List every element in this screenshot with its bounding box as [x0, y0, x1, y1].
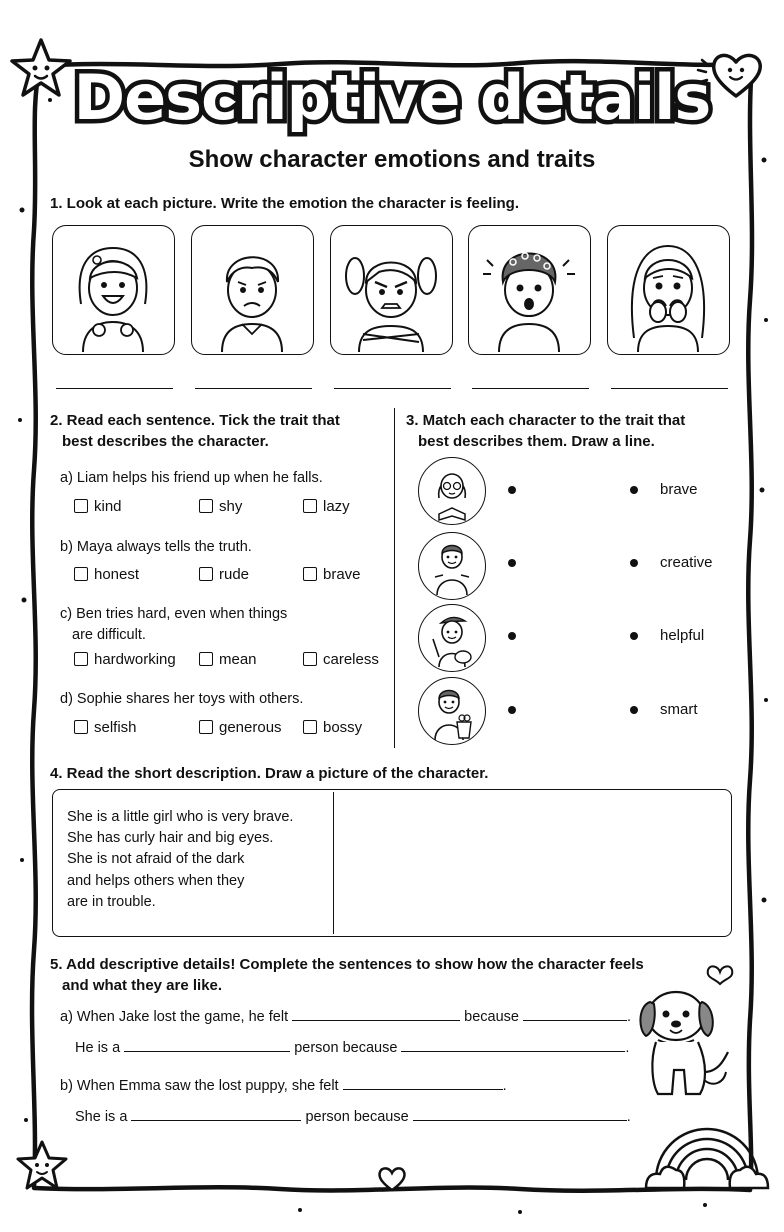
rainbow-icon — [644, 1118, 770, 1198]
sentence-a: a) Liam helps his friend up when he falls. — [60, 470, 323, 486]
description-line-1: She is a little girl who is very brave. — [67, 809, 294, 825]
blank-5a-feeling[interactable] — [292, 1006, 460, 1021]
section5-instruction-line2: and what they are like. — [62, 977, 223, 994]
option-rude[interactable]: rude — [199, 566, 249, 583]
sentence-c-line2: are difficult. — [72, 627, 146, 643]
sentence-5b-line2: She is a person because . — [75, 1106, 631, 1125]
trait-brave: brave — [660, 481, 698, 498]
grocery-boy-icon — [419, 678, 485, 744]
option-careless[interactable]: careless — [303, 651, 379, 668]
match-dot-right-4[interactable] — [630, 706, 638, 714]
trait-creative: creative — [660, 554, 713, 571]
match-dot-left-2[interactable] — [508, 559, 516, 567]
superhero-boy-icon — [419, 533, 485, 599]
character-reading-girl — [418, 457, 486, 525]
sentence-5a-line1: a) When Jake lost the game, he felt because . — [60, 1006, 631, 1025]
checkbox[interactable] — [199, 499, 213, 513]
description-line-3: She is not afraid of the dark — [67, 851, 245, 867]
option-kind[interactable]: kind — [74, 498, 122, 515]
option-honest[interactable]: honest — [74, 566, 139, 583]
checkbox[interactable] — [74, 567, 88, 581]
star-icon-bottom — [14, 1138, 70, 1194]
option-bossy[interactable]: bossy — [303, 719, 362, 736]
blank-5a-because[interactable] — [523, 1006, 627, 1021]
scared-face-icon — [608, 226, 728, 352]
happy-face-icon — [53, 226, 173, 352]
match-dot-left-3[interactable] — [508, 632, 516, 640]
match-dot-right-2[interactable] — [630, 559, 638, 567]
drawing-area[interactable] — [336, 792, 729, 934]
checkbox[interactable] — [74, 499, 88, 513]
character-painter-girl — [418, 604, 486, 672]
match-dot-left-4[interactable] — [508, 706, 516, 714]
option-brave[interactable]: brave — [303, 566, 361, 583]
character-grocery-boy — [418, 677, 486, 745]
answer-line-1[interactable] — [56, 388, 173, 389]
picture-scared-girl — [607, 225, 730, 355]
trait-smart: smart — [660, 701, 698, 718]
match-dot-right-1[interactable] — [630, 486, 638, 494]
heart-icon-bottom — [376, 1164, 408, 1194]
checkbox[interactable] — [199, 720, 213, 734]
option-mean[interactable]: mean — [199, 651, 257, 668]
picture-angry-girl — [330, 225, 453, 355]
checkbox[interactable] — [303, 652, 317, 666]
painter-girl-icon — [419, 605, 485, 671]
checkbox[interactable] — [303, 499, 317, 513]
answer-line-4[interactable] — [472, 388, 589, 389]
picture-sad-boy — [191, 225, 314, 355]
checkbox[interactable] — [74, 720, 88, 734]
section3-instruction-line1: 3. Match each character to the trait that — [406, 412, 686, 429]
section1-instruction: 1. Look at each picture. Write the emotion the character is feeling. — [50, 195, 520, 212]
answer-line-5[interactable] — [611, 388, 728, 389]
match-dot-left-1[interactable] — [508, 486, 516, 494]
angry-face-icon — [331, 226, 451, 352]
description-line-2: She has curly hair and big eyes. — [67, 830, 274, 846]
trait-helpful: helpful — [660, 627, 705, 644]
sentence-c-line1: c) Ben tries hard, even when things — [60, 606, 288, 622]
checkbox[interactable] — [199, 567, 213, 581]
sentence-b: b) Maya always tells the truth. — [60, 539, 252, 555]
section3-instruction-line2: best describes them. Draw a line. — [418, 433, 655, 450]
blank-5b-reason[interactable] — [413, 1106, 627, 1121]
section2-instruction-line2: best describes the character. — [62, 433, 269, 450]
picture-surprised-boy — [468, 225, 591, 355]
blank-5b-trait[interactable] — [131, 1106, 301, 1121]
description-line-5: are in trouble. — [67, 894, 156, 910]
sentence-5a-line2: He is a person because . — [75, 1037, 629, 1056]
puppy-icon — [632, 960, 742, 1100]
section-divider — [394, 408, 395, 748]
section4-instruction: 4. Read the short description. Draw a picture of the character. — [50, 765, 489, 782]
option-shy[interactable]: shy — [199, 498, 242, 515]
option-selfish[interactable]: selfish — [74, 719, 137, 736]
answer-line-3[interactable] — [334, 388, 451, 389]
section2-instruction-line1: 2. Read each sentence. Tick the trait that — [50, 412, 340, 429]
match-dot-right-3[interactable] — [630, 632, 638, 640]
page-subtitle: Show character emotions and traits — [188, 146, 596, 173]
description-divider — [333, 792, 334, 934]
option-generous[interactable]: generous — [199, 719, 282, 736]
page-title: Descriptive details — [73, 61, 711, 134]
blank-5b-feeling[interactable] — [343, 1075, 503, 1090]
picture-happy-girl — [52, 225, 175, 355]
blank-5a-reason[interactable] — [401, 1037, 625, 1052]
blank-5a-trait[interactable] — [124, 1037, 290, 1052]
sentence-5b-line1: b) When Emma saw the lost puppy, she felt . — [60, 1075, 507, 1094]
section5-instruction-line1: 5. Add descriptive details! Complete the sentences to show how the character feels — [50, 956, 644, 973]
option-lazy[interactable]: lazy — [303, 498, 350, 515]
option-hardworking[interactable]: hardworking — [74, 651, 176, 668]
sentence-d: d) Sophie shares her toys with others. — [60, 691, 304, 707]
surprised-face-icon — [469, 226, 589, 352]
checkbox[interactable] — [74, 652, 88, 666]
description-line-4: and helps others when they — [67, 873, 245, 889]
sad-face-icon — [192, 226, 312, 352]
character-superhero-boy — [418, 532, 486, 600]
checkbox[interactable] — [303, 567, 317, 581]
reading-girl-icon — [419, 458, 485, 524]
checkbox[interactable] — [199, 652, 213, 666]
answer-line-2[interactable] — [195, 388, 312, 389]
checkbox[interactable] — [303, 720, 317, 734]
